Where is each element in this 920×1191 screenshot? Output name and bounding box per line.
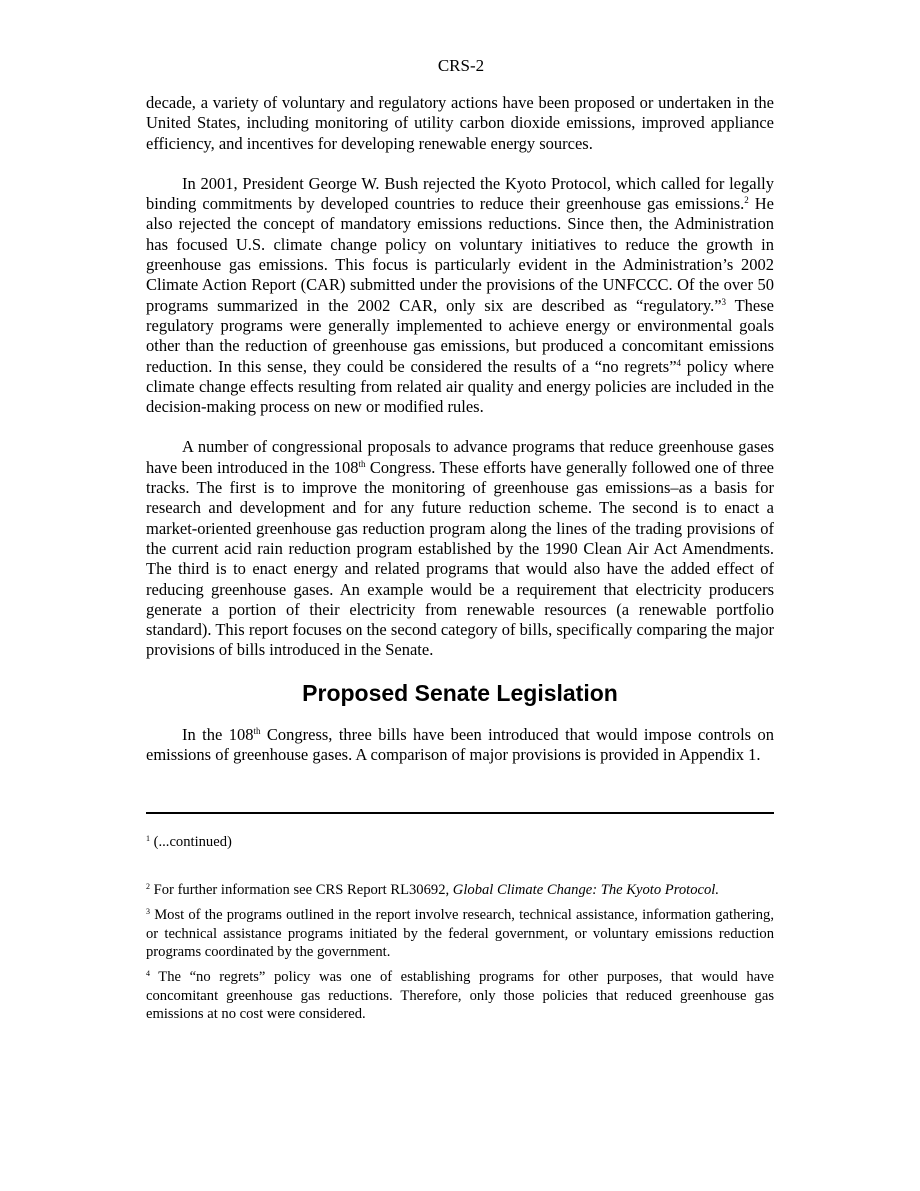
footnote-text: (...continued): [150, 834, 232, 851]
paragraph-proposals-part-b: Congress. These efforts have generally followed one of three tracks. The first is to improve the monitoring of greenhouse gas emissions–as a basis for research and development and for any future reduction scheme. The second is to enact a market-oriented greenhouse gas reduction program along the lines of the trading provisions of the current acid rain reduction program established by the 1990 Clean Air Act Amendments. The third is to enact energy and related programs that would also have the added effect of reducing greenhouse gases. An example would be a requirement that electricity producers generate a portion of their electricity from renewable resources (a renewable portfolio standard). This report focuses on the second category of bills, specifically comparing the major provisions of bills introduced in the Senate.: [146, 457, 774, 660]
footnote-text: For further information see CRS Report RL30692,: [150, 881, 453, 898]
section-heading: Proposed Senate Legislation: [302, 679, 618, 706]
footnote-number: 4: [146, 969, 150, 979]
page-number-header: CRS-2: [437, 56, 485, 75]
report-title: Global Climate Change: The Kyoto Protocol.: [452, 881, 719, 898]
paragraph-senate-part-a: In the 108: [182, 724, 254, 744]
paragraph-kyoto: [146, 174, 774, 418]
footnote-4: [146, 968, 774, 1023]
footnote-ref-3[interactable]: 3: [721, 296, 727, 307]
footnote-number: 2: [146, 881, 150, 891]
footnote-1: [146, 833, 774, 851]
footnote-2: [146, 881, 774, 899]
footnote-ref-4[interactable]: 4: [676, 357, 682, 368]
document-page: [146, 56, 774, 1024]
footnote-number: 3: [146, 907, 150, 917]
footnote-number: 1: [146, 834, 150, 844]
paragraph-kyoto-part-d: policy where climate change effects resulting from related air quality and energy policies are included in the decision-making process on new or modified rules.: [146, 356, 774, 417]
paragraph-proposals-part-a: A number of congressional proposals to advance programs that reduce greenhouse gases have been introduced in the 108: [146, 437, 774, 477]
paragraph-kyoto-part-b: He also rejected the concept of mandatory emissions reductions. Since then, the Administration has focused U.S. climate change policy on voluntary initiatives to reduce the growth in greenhouse gas emissions. This focus is particularly evident in the Administration’s 2002 Climate Action Report (CAR) submitted under the provisions of the UNFCCC. Of the over 50 programs summarized in the 2002 CAR, only six are described as “regulatory.”: [146, 194, 774, 315]
paragraph-kyoto-part-a: In 2001, President George W. Bush rejected the Kyoto Protocol, which called for legally binding commitments by developed countries to reduce their greenhouse gas emissions.: [146, 173, 774, 214]
paragraph-senate-bills: [146, 725, 774, 766]
footnote-3: [146, 906, 774, 961]
footnote-text: Most of the programs outlined in the report involve research, technical assistance, information gathering, or technical assistance programs initiated by the federal government, or voluntary emissions reduction programs coordinated by the government.: [146, 907, 774, 960]
footnote-ref-2[interactable]: 2: [744, 195, 749, 206]
paragraph-continued: decade, a variety of voluntary and regulatory actions have been proposed or undertaken in the United States, including monitoring of utility carbon dioxide emissions, improved appliance efficiency, and incentives for developing renewable energy sources.: [146, 93, 774, 153]
paragraph-kyoto-part-c: These regulatory programs were generally implemented to achieve energy or environmental goals other than the reduction of greenhouse gas emissions, but produced a concomitant emissions reduction. In this sense, they could be considered the results of a “no regrets”: [146, 295, 774, 376]
footnote-text: The “no regrets” policy was one of establishing programs for other purposes, that would have concomitant greenhouse gas reductions. Therefore, only those policies that reduced greenhouse gas emissions at no cost were considered.: [146, 969, 774, 1023]
ordinal-suffix: th: [253, 725, 261, 736]
footnote-divider: [146, 812, 774, 814]
ordinal-suffix: th: [358, 458, 366, 469]
paragraph-senate-part-b: Congress, three bills have been introduced that would impose controls on emissions of greenhouse gases. A comparison of major provisions is provided in Appendix 1.: [146, 724, 775, 765]
paragraph-congressional-proposals: [146, 437, 774, 660]
